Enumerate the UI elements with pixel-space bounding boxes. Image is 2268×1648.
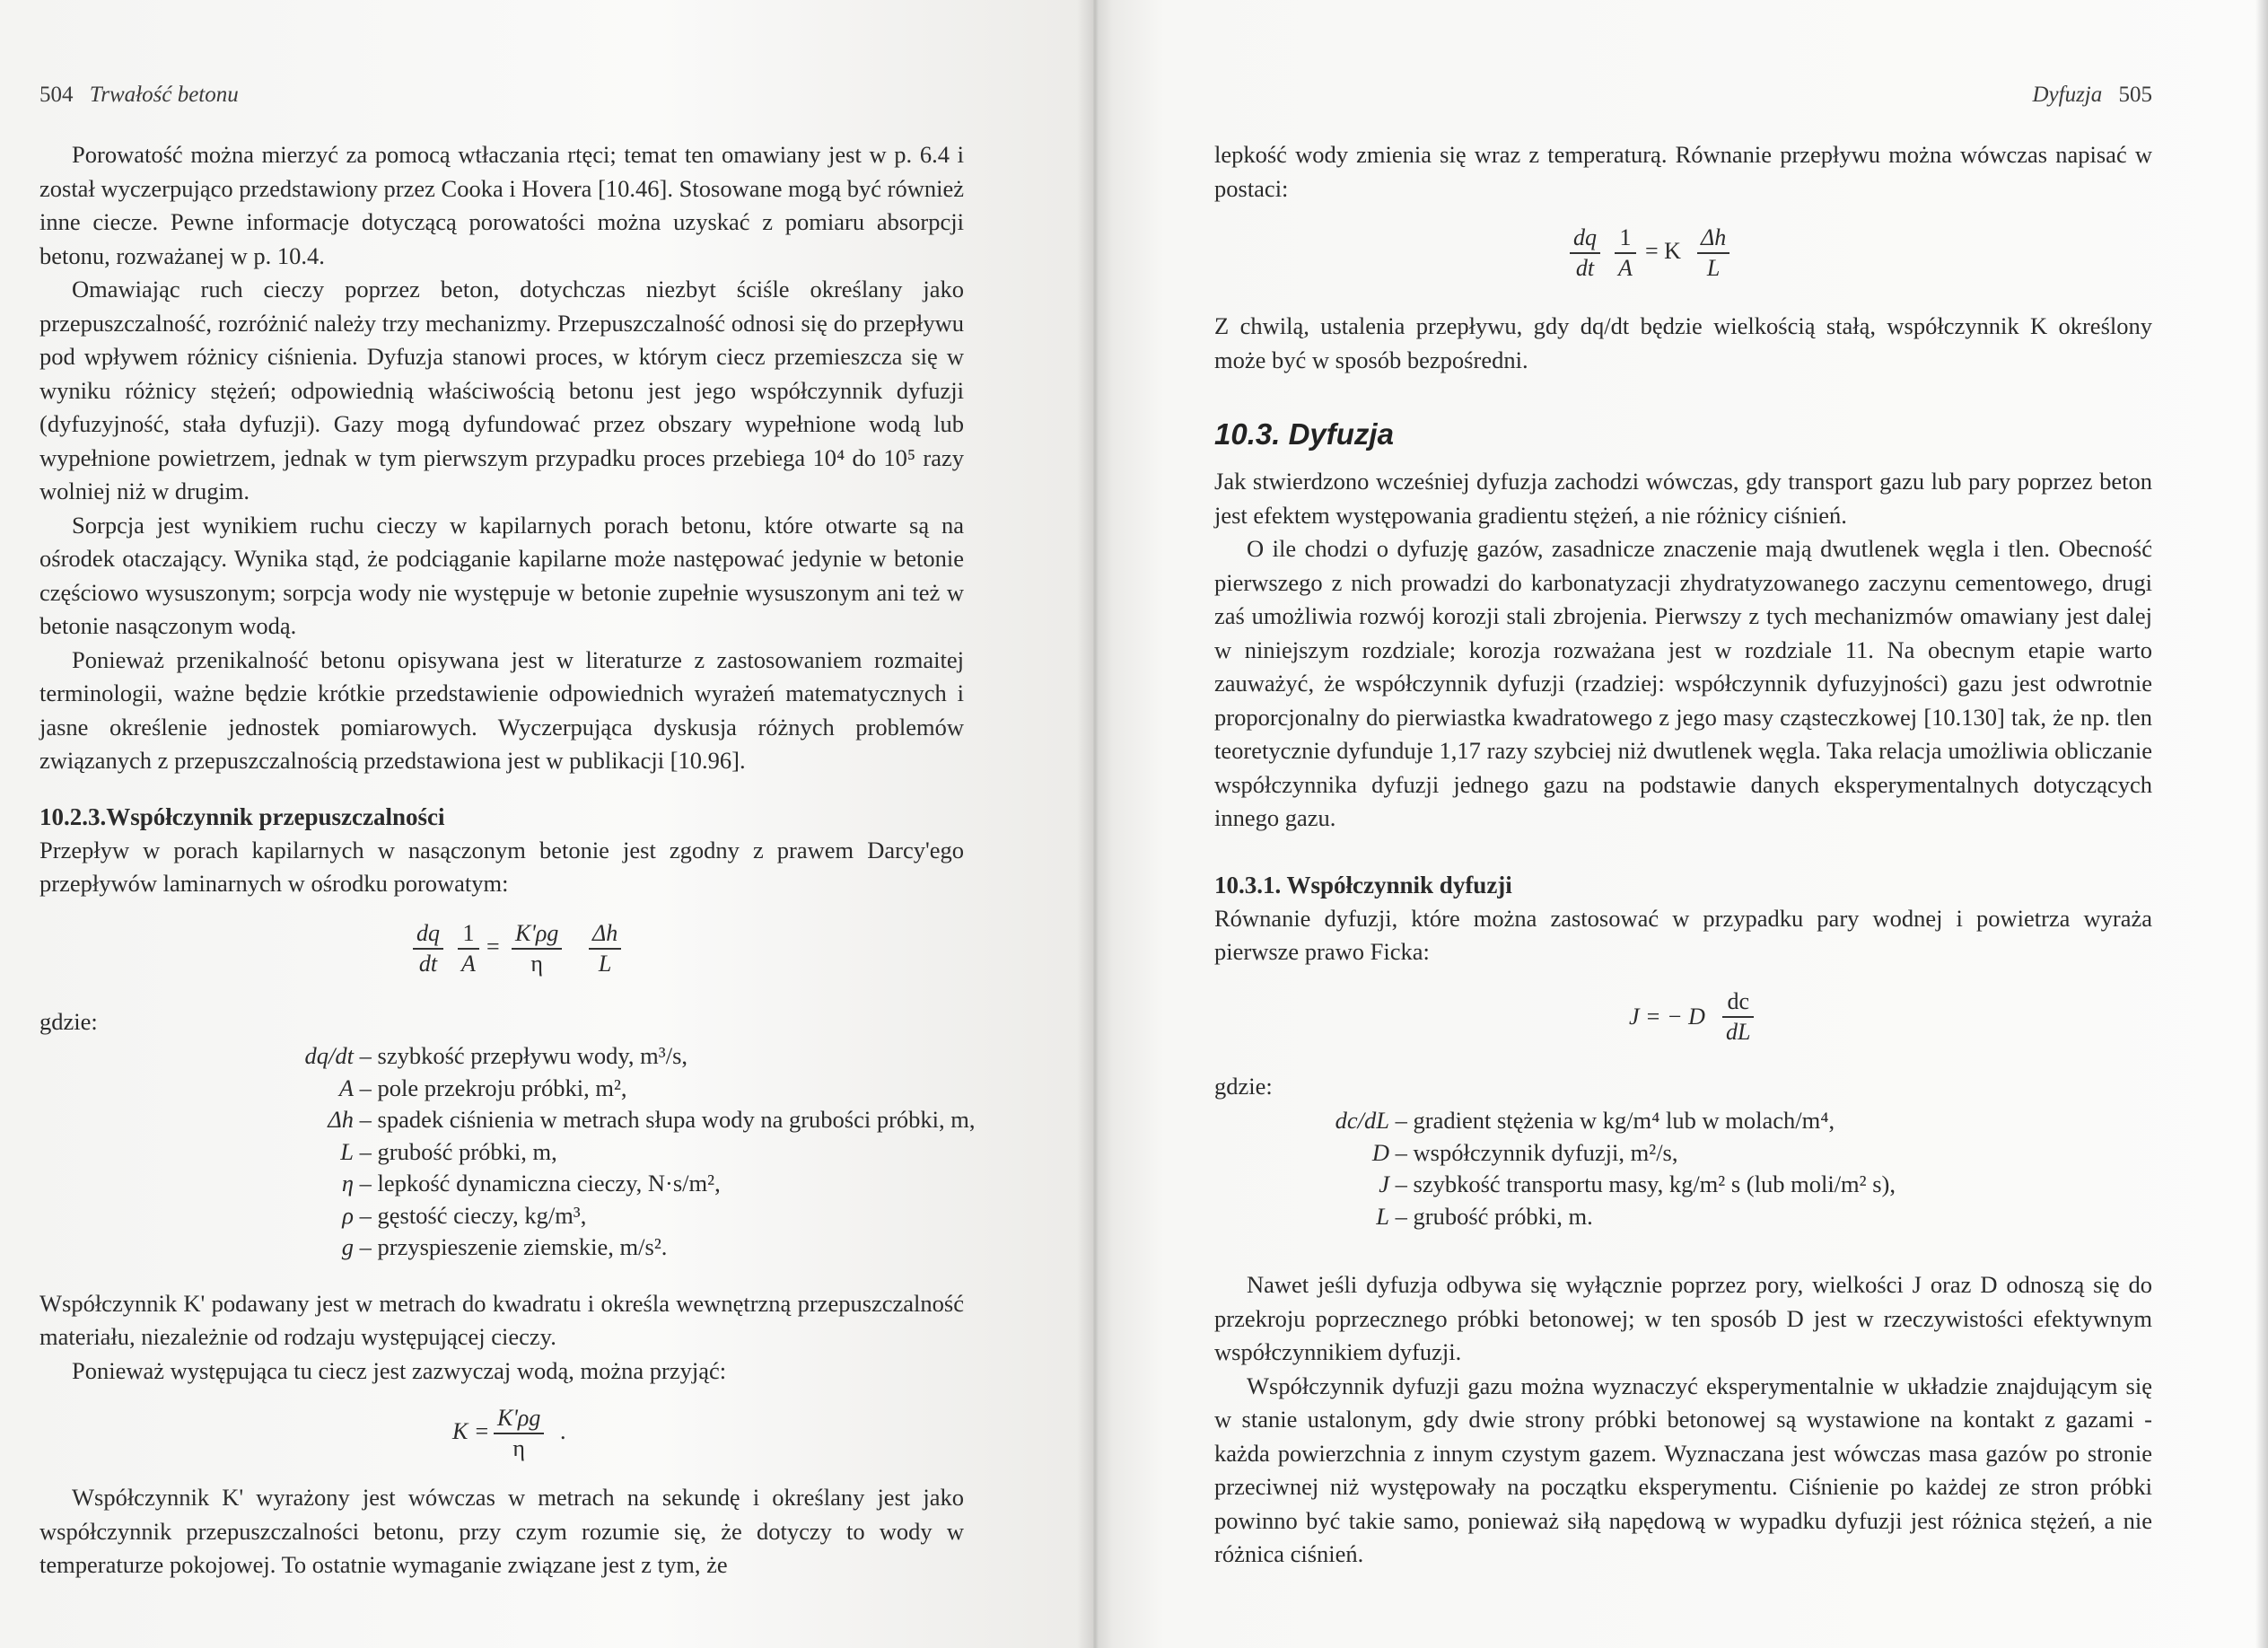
fraction [494,1404,544,1463]
denominator: dt [1575,255,1595,281]
paragraph: Porowatość można mierzyć za pomocą wtłaczania rtęci; temat ten omawiany jest w p. 6.4 i został wyczerpująco przedstawiony przez Cooka i Hovera [10.46]. Stosowane mogą być również inne ciecze. Pewne informacje dotyczącą porowatości można uzyskać z pomiaru absorpcji betonu, rozważanej w p. 10.4. [39,141,964,269]
page-edge-shadow [2255,0,2268,1648]
definition-text: – przyspieszenie ziemskie, m/s². [359,1233,668,1260]
symbol: dq/dt [304,1042,354,1069]
fraction [589,919,621,978]
symbol: Δh [328,1106,354,1133]
equals-sign: = K [1645,238,1681,264]
left-text-column [39,83,976,1582]
fick-formula [1214,978,2152,1061]
definition-list [206,1040,976,1264]
denominator: dL [1726,1018,1751,1045]
page-number: 505 [2118,83,2152,107]
paragraph: Przepływ w porach kapilarnych w nasączonym betonie jest zgodny z prawem Darcy'ego przepływów laminarnych w ośrodku porowatym: [39,836,964,897]
symbol: g [341,1233,354,1260]
numerator: dc [1722,987,1754,1018]
formula-lhs: K = [452,1418,490,1444]
definition-text: – grubość próbki, m. [1395,1202,1593,1230]
where-label: gdzie: [1214,1072,1273,1100]
paragraph: Współczynnik K' podawany jest w metrach do kwadratu i określa wewnętrzną przepuszczalność materiału, niezależnie od rodzaju występującej cieczy. [39,1289,964,1350]
paragraph: Ponieważ występująca tu ciecz jest zazwyczaj wodą, można przyjąć: [72,1356,727,1384]
paragraph: Omawiając ruch cieczy poprzez beton, dotychczas niezbyt ściśle określany jako przepuszczalność, rozróżnić należy trzy mechanizmy. Przepuszczalność odnosi się do przepływu pod wpływem różnicy ciśnienia. Dyfuzja stanowi proces, w którym ciecz przemieszcza się w wyniku różnicy stężeń; odpowiednią właściwością betonu jest jego współczynnik dyfuzji (dyfuzyjność, stała dyfuzji). Gazy mogą dyfundować przez obszary wypełnione wodą lub wypełnione powietrzem, jednak w tym pierwszym przypadku proces przebiega 10⁴ do 10⁵ razy wolniej niż w drugim. [39,276,964,504]
running-header-right [1214,83,2152,118]
running-title: Trwałość betonu [89,83,239,107]
paragraph: lepkość wody zmienia się wraz z temperaturą. Równanie przepływu można wówczas napisać w postaci: [1214,141,2152,202]
formula-lhs: J = − D [1629,1003,1705,1030]
denominator: dt [418,950,438,977]
definition-text: – gradient stężenia w kg/m⁴ lub w molach/m⁴, [1395,1107,1835,1134]
paragraph: Nawet jeśli dyfuzja odbywa się wyłącznie poprzez pory, wielkości J oraz D odnoszą się do przekroju poprzecznego próbki betonowej; w ten sposób D jest w rzeczywistości efektywnym współczynnikiem dyfuzji. [1214,1271,2152,1365]
paragraph: Sorpcja jest wynikiem ruchu cieczy w kapilarnych porach betonu, które otwarte są na ośrodek otaczający. Wynika stąd, że podciąganie kapilarne może następować jedynie w betonie częściowo wysuszonym; sorpcja wody nie występuje w betonie zupełnie wysuszonym ani też w betonie nasączonym wodą. [39,511,964,639]
definition-row [1322,1137,2152,1170]
fraction [458,919,479,978]
fraction [1697,224,1729,283]
definition-row [206,1073,964,1105]
subsection-heading: 10.2.3.Współczynnik przepuszczalności [39,802,445,830]
definition-text: – grubość próbki, m, [359,1137,557,1165]
page-505 [1093,0,2268,1648]
definition-text: – pole przekroju próbki, m², [359,1074,627,1101]
formula-end: . [560,1418,566,1444]
denominator: η [512,1435,525,1461]
numerator: 1 [458,919,479,950]
symbol: ρ [342,1201,354,1229]
numerator: K'ρg [512,919,562,950]
right-text-column [1214,83,2152,1572]
definition-text: – lepkość dynamiczna cieczy, N·s/m², [359,1170,721,1197]
page-number: 504 [39,83,74,107]
definition-text: – współczynnik dyfuzji, m²/s, [1395,1138,1678,1166]
definition-row [206,1040,964,1073]
darcy-formula [39,910,964,996]
denominator: A [1618,255,1633,281]
running-header-left [39,83,964,118]
fraction [1722,987,1754,1047]
definition-row [206,1136,964,1169]
symbol: dc/dL [1335,1107,1389,1134]
numerator: dq [413,919,443,950]
denominator: L [598,950,612,977]
symbol: A [338,1074,354,1101]
where-label: gdzie: [39,1007,98,1035]
flow-formula [1214,215,2152,301]
definition-text: – szybkość transportu masy, kg/m² s (lub moli/m² s), [1395,1170,1896,1197]
numerator: 1 [1615,224,1636,254]
subsection-heading: 10.3.1. Współczynnik dyfuzji [1214,871,1512,899]
definition-row [1322,1201,2152,1233]
paragraph: O ile chodzi o dyfuzję gazów, zasadnicze znaczenie mają dwutlenek węgla i tlen. Obecność pierwszego z nich prowadzi do karbonatyzacji zhydratyzowanego zaczynu cementowego, drugi zaś umożliwia rozwój korozji stali zbrojenia. Pierwszy z tych mechanizmów omawiany jest dalej w niniejszym rozdziale; korozja rozważana jest w rozdziale 11. Na obecnym etapie warto zauważyć, że współczynnik dyfuzji (rzadziej: współczynnik dyfuzyjności) gazu jest odwrotnie proporcjonalny do pierwiastka kwadratowego z jego masy cząsteczkowej [10.130] tak, że np. tlen teoretycznie dyfunduje 1,17 razy szybciej niż dwutlenek węgla. Taka relacja umożliwia obliczanie współczynnika dyfuzji jednego gazu na podstawie danych eksperymentalnych dotyczących innego gazu. [1214,535,2152,831]
symbol: η [341,1170,354,1197]
definition-text: – szybkość przepływu wody, m³/s, [359,1042,688,1069]
definition-row [206,1168,964,1200]
numerator: Δh [1697,224,1729,254]
numerator: Δh [589,919,621,950]
definition-text: – gęstość cieczy, kg/m³, [359,1201,587,1229]
numerator: dq [1570,224,1600,254]
paragraph: Równanie dyfuzji, które można zastosować w przypadku pary wodnej i powietrza wyraża pierwsze prawo Ficka: [1214,904,2152,965]
definition-row [1322,1169,2152,1201]
page-504 [0,0,1093,1648]
paragraph: Współczynnik dyfuzji gazu można wyznaczyć eksperymentalnie w układzie znajdującym się w stanie ustalonym, gdy dwie strony próbki betonowej są wystawione na kontakt z gazami - każda powierzchnia z innym czystym gazem. Wyznaczana jest wówczas masa gazów po stronie przeciwnej niż występowały na początku eksperymentu. Ciśnienie po każdej ze stron próbki powinno być takie samo, ponieważ siłą napędową w wypadku dyfuzji jest różnica stężeń, a nie różnica ciśnień. [1214,1372,2152,1567]
numerator: K'ρg [494,1404,544,1434]
paragraph: Z chwilą, ustalenia przepływu, gdy dq/dt będzie wielkością stałą, współczynnik K określony może być w sposób bezpośredni. [1214,312,2152,373]
definition-text: – spadek ciśnienia w metrach słupa wody na grubości próbki, m, [359,1106,976,1133]
definition-row [1322,1105,2152,1137]
denominator: η [530,950,543,977]
permeability-formula [39,1397,964,1472]
symbol: L [340,1137,354,1165]
fraction [1570,224,1600,283]
definition-row [206,1200,964,1232]
definition-row [206,1232,964,1264]
denominator: A [461,950,476,977]
equals-sign: = [486,933,500,960]
fraction [512,919,562,978]
paragraph: Ponieważ przenikalność betonu opisywana jest w literaturze z zastosowaniem rozmaitej terminologii, ważne będzie krótkie przedstawienie odpowiednich wyrażeń matematycznych i jasne określenie jednostek pomiarowych. Wyczerpująca dyskusja różnych problemów związanych z przepuszczalnością przedstawiona jest w publikacji [10.96]. [39,645,964,774]
symbol: L [1376,1202,1389,1230]
book-gutter-shadow [1077,0,1113,1648]
paragraph: Współczynnik K' wyrażony jest wówczas w metrach na sekundę i określany jest jako współczynnik przepuszczalności betonu, przy czym rozumie się, że dotyczy to wody w temperaturze pokojowej. To ostatnie wymaganie związane jest z tym, że [39,1484,964,1578]
paragraph: Jak stwierdzono wcześniej dyfuzja zachodzi wówczas, gdy transport gazu lub pary poprzez beton jest efektem występowania gradientu stężeń, a nie różnicy ciśnień. [1214,468,2152,529]
running-title: Dyfuzja [2032,83,2103,107]
definition-list [1322,1105,2152,1232]
definition-row [206,1104,976,1136]
denominator: L [1706,255,1721,281]
symbol: D [1371,1138,1389,1166]
symbol: J [1379,1170,1389,1197]
section-heading: 10.3. Dyfuzja [1214,417,1394,451]
fraction [413,919,443,978]
fraction [1615,224,1636,283]
